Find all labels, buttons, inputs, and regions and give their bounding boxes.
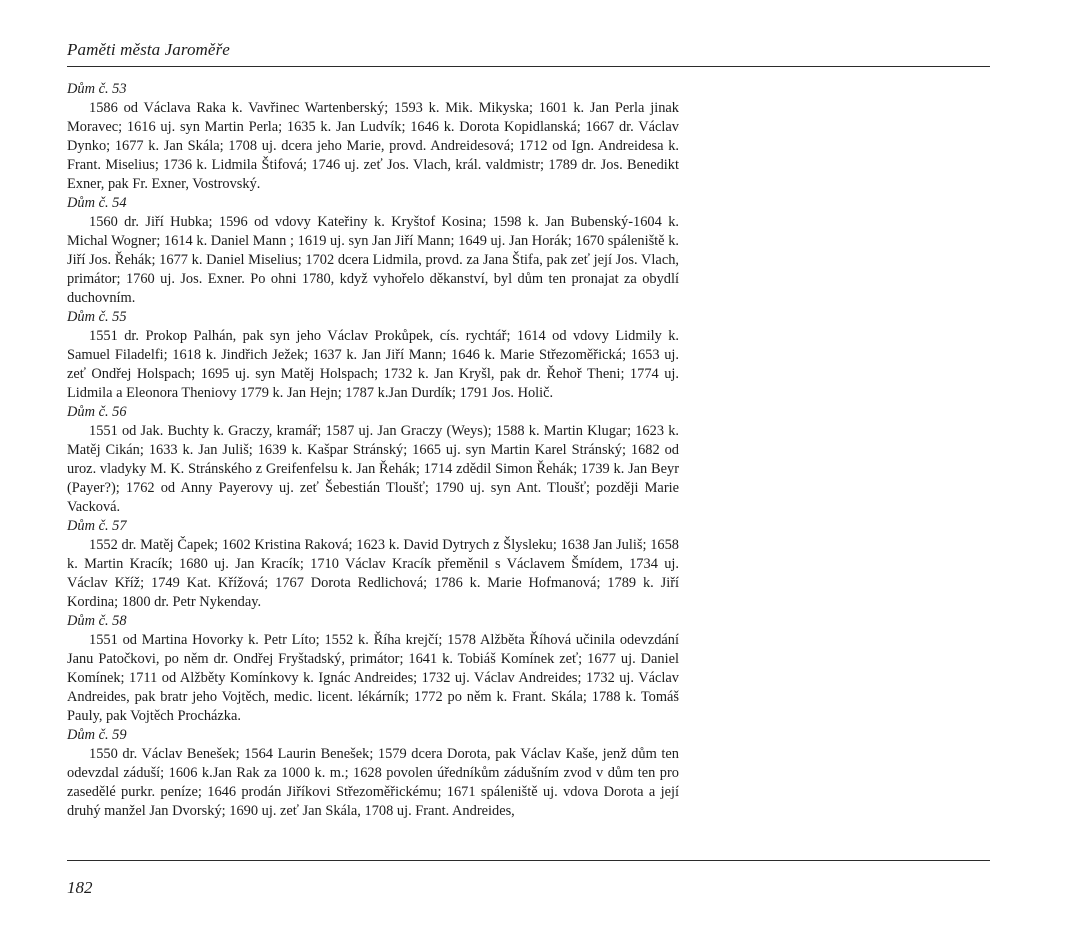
house-entry [67, 612, 679, 726]
house-text: 1551 dr. Prokop Palhán, pak syn jeho Václav Prokůpek, cís. rychtář; 1614 od vdovy Lidmily k. Samuel Filadelfi; 1618 k. Jindřich Ježek; 1637 k. Jan Jiří Mann; 1646 k. Marie Střezoměřická; 1653 uj. zeť Ondřej Holspach; 1695 uj. syn Matěj Holspach; 1732 k. Jan Kryšl, pak dr. Řehoř Theni; 1774 uj. Lidmila a Eleonora Theniovy 1779 k. Jan Hejn; 1787 k.Jan Durdík; 1791 Jos. Holič. [67, 328, 679, 401]
house-text: 1586 od Václava Raka k. Vavřinec Wartenberský; 1593 k. Mik. Mikyska; 1601 k. Jan Perla jinak Moravec; 1616 uj. syn Martin Perla; 1635 k. Jan Ludvík; 1646 k. Dorota Kopidlanská; 1667 dr. Václav Dynko; 1677 k. Jan Skála; 1708 uj. dcera jeho Marie, provd. Andreidesová; 1712 od Ign. Andreidesa k. Frant. Miselius; 1736 k. Lidmila Štifová; 1746 uj. zeť Jos. Vlach, král. valdmistr; 1789 dr. Jos. Benedikt Exner, pak Fr. Exner, Vostrovský. [67, 100, 679, 192]
house-entry [67, 80, 679, 194]
running-title: Paměti města Jaroměře [67, 40, 230, 59]
house-heading: Dům č. 57 [67, 518, 127, 534]
house-text: 1560 dr. Jiří Hubka; 1596 od vdovy Kateřiny k. Kryštof Kosina; 1598 k. Jan Bubenský-1604 k. Michal Wogner; 1614 k. Daniel Mann ; 1619 uj. syn Jan Jiří Mann; 1649 uj. Jan Horák; 1670 spáleniště k. Jiří Jos. Řehák; 1677 k. Daniel Miselius; 1702 dcera Lidmila, provd. za Jana Štifa, pak zeť její Jos. Vlach, primátor; 1760 uj. Jos. Exner. Po ohni 1780, když vyhořelo děkanství, byl dům ten pronajat za obydlí duchovním. [67, 214, 679, 306]
footer-rule [67, 860, 990, 861]
house-heading: Dům č. 58 [67, 613, 127, 629]
house-heading: Dům č. 55 [67, 309, 127, 325]
house-text: 1551 od Martina Hovorky k. Petr Líto; 1552 k. Říha krejčí; 1578 Alžběta Říhová učinila odevzdání Janu Patočkovi, po něm dr. Ondřej Fryštadský, primátor; 1641 k. Tobiáš Komínek zeť; 1677 uj. Daniel Komínek; 1711 od Alžběty Komínkovy k. Ignác Andreides; 1732 uj. Václav Andreides; 1732 uj. Václav Andreides, pak bratr jeho Vojtěch, medic. licent. lékárník; 1772 po něm k. Frant. Skála; 1788 k. Tomáš Pauly, pak Vojtěch Procházka. [67, 632, 679, 724]
house-heading: Dům č. 59 [67, 727, 127, 743]
house-heading: Dům č. 54 [67, 195, 127, 211]
page-number: 182 [67, 878, 93, 897]
house-entry [67, 403, 679, 517]
house-entry [67, 517, 679, 612]
house-text: 1550 dr. Václav Benešek; 1564 Laurin Benešek; 1579 dcera Dorota, pak Václav Kaše, jenž dům ten odevzdal záduší; 1606 k.Jan Rak za 1000 k. m.; 1628 povolen úředníkům zádušním zvod v dům ten pro zasedělé purkr. peníze; 1646 prodán Jiříkovi Střezoměřickému; 1671 spáleniště uj. vdova Dorota a její druhý manžel Jan Dvorský; 1690 uj. zeť Jan Skála, 1708 uj. Frant. Andreides, [67, 746, 679, 819]
house-text: 1552 dr. Matěj Čapek; 1602 Kristina Raková; 1623 k. David Dytrych z Šlysleku; 1638 Jan Juliš; 1658 k. Martin Kracík; 1680 uj. Jan Kracík; 1710 Václav Kracík přeměnil s Václavem Šmídem, 1734 uj. Václav Kříž; 1749 Kat. Křížová; 1767 Dorota Redlichová; 1786 k. Marie Hofmanová; 1789 k. Jiří Kordina; 1800 dr. Petr Nykenday. [67, 537, 679, 610]
house-entry [67, 308, 679, 403]
house-text: 1551 od Jak. Buchty k. Graczy, kramář; 1587 uj. Jan Graczy (Weys); 1588 k. Martin Klugar; 1623 k. Matěj Cikán; 1633 k. Jan Juliš; 1639 k. Kašpar Stránský; 1665 uj. syn Martin Karel Stránský; 1682 od uroz. vladyky M. K. Stránského z Greifenfelsu k. Jan Řehák; 1714 zdědil Simon Řehák; 1739 k. Jan Beyr (Payer?); 1762 od Anny Payerovy uj. zeť Šebestián Tloušť; 1790 uj. syn Ant. Tloušť; později Marie Vacková. [67, 423, 679, 515]
house-entry [67, 194, 679, 308]
house-heading: Dům č. 53 [67, 81, 127, 97]
house-entry [67, 726, 679, 821]
header-rule [67, 66, 990, 67]
main-text-column [67, 80, 679, 821]
house-heading: Dům č. 56 [67, 404, 127, 420]
